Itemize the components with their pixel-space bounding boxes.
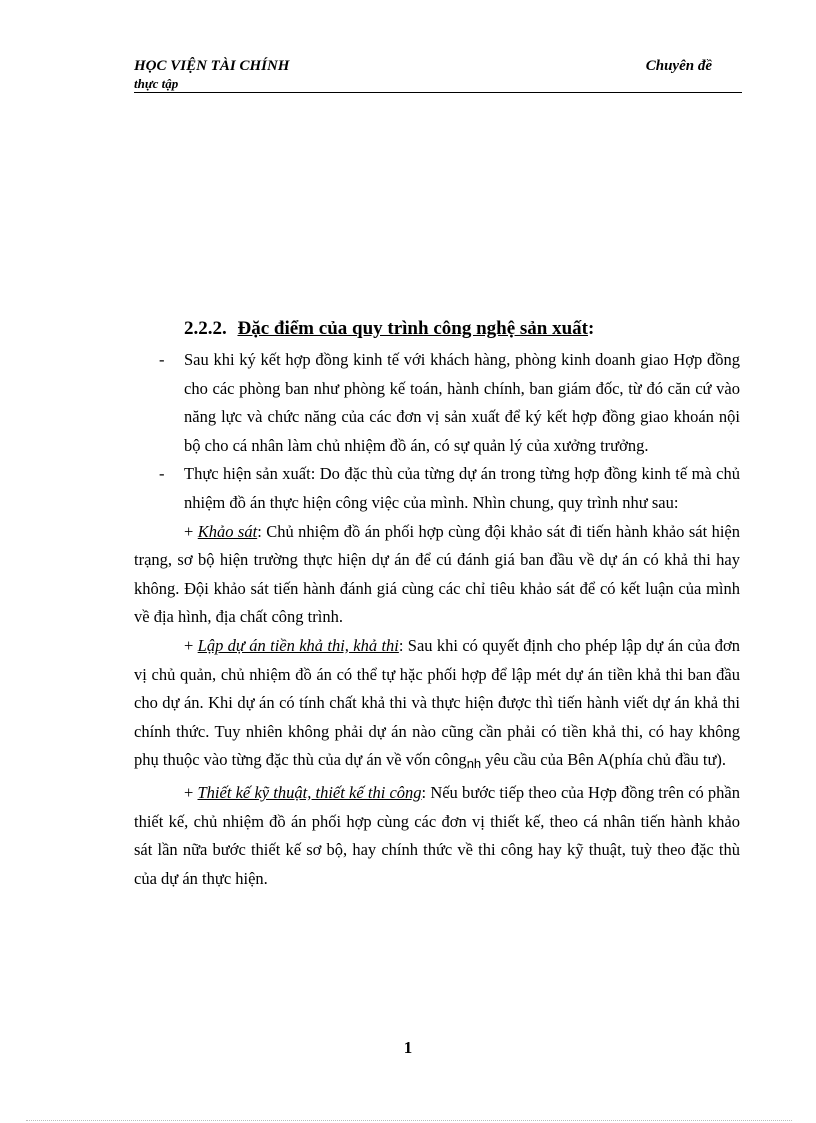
paragraph-prefix: + (184, 521, 198, 541)
section-heading (184, 314, 740, 344)
paragraph-text: : Nếu bước tiếp theo của Hợp đồng trên có phần thiết kế, chủ nhiệm đồ án phối hợp cùng các đơn vị thiết kế, theo cá nhân tiến hành khảo sát lần nữa bước thiết kế sơ bộ, hay chính thức về thi công hay kỹ thuật, tuỳ theo đặc thù của dự án thực hiện. (134, 782, 740, 888)
header-report-type-continued: thực tập (134, 76, 179, 91)
section-title-colon: : (588, 318, 595, 339)
paragraph-design (134, 779, 740, 893)
paragraph-label: Khảo sát (197, 521, 258, 541)
paragraph-feasibility (134, 632, 740, 779)
bullet-dash: - (159, 350, 165, 369)
header-row (134, 58, 742, 78)
bullet-item (134, 346, 740, 460)
page-header (134, 58, 742, 93)
paragraph-prefix: + (184, 635, 198, 655)
paragraph-survey (134, 518, 740, 632)
section-title: Đặc điểm của quy trình công nghệ sản xuất (237, 318, 588, 339)
paragraph-tail: yêu cầu của Bên A(phía chủ đầu tư). (481, 750, 727, 770)
paragraph-text: : Sau khi có quyết định cho phép lập dự án của đơn vị chủ quản, chủ nhiệm đồ án có thể tự hặc phối hợp để lập mét dự án tiền khả thi ban đầu cho dự án. Khi dự án có tính chất khả thi và thực hiện được thì tiến hành viết dự án khả thi chính thức. Tuy nhiên không phải dự án nào cũng cần phải có tiền khả thi, có hay không phụ thuộc vào từng đặc thù của dự án về vốn công (134, 635, 740, 770)
paragraph-label: Thiết kế kỹ thuật, thiết kế thi công (197, 782, 422, 802)
bullet-item (134, 460, 740, 517)
header-subline (134, 78, 742, 93)
bullet-text: Sau khi ký kết hợp đồng kinh tế với khách hàng, phòng kinh doanh giao Hợp đồng cho các phòng ban như phòng kế toán, hành chính, ban giám đốc, từ đó căn cứ vào năng lực và chức năng của các đơn vị sản xuất để ký kết hợp đồng giao khoán nội bộ cho cá nhân làm chủ nhiệm đồ án, có sự quản lý của xưởng trưởng. (184, 350, 740, 455)
paragraph-overlay-text: nh (466, 756, 482, 772)
paragraph-prefix: + (184, 782, 198, 802)
header-institution: HỌC VIỆN TÀI CHÍNH (134, 58, 290, 74)
section-number: 2.2.2. (184, 318, 227, 339)
paragraph-text: : Chủ nhiệm đồ án phối hợp cùng đội khảo sát đi tiến hành khảo sát hiện trạng, sơ bộ hiện trường thực hiện dự án để cú đánh giá ban đầu về dự án có khả thi hay không. Đội khảo sát tiến hành đánh giá cùng các chỉ tiêu khảo sát để có kết luận của mình về địa hình, địa chất công trình. (134, 521, 741, 627)
bullet-text: Thực hiện sản xuất: Do đặc thù của từng dự án trong từng hợp đồng kinh tế mà chủ nhiệm đồ án thực hiện công việc của mình. Nhìn chung, quy trình như sau: (184, 464, 740, 512)
page-bottom-divider (26, 1120, 792, 1121)
header-report-type: Chuyên đề (645, 58, 712, 74)
page-number: 1 (403, 1038, 413, 1057)
document-body (134, 314, 740, 893)
bullet-dash: - (159, 464, 165, 484)
paragraph-label: Lập dự án tiền khả thi, khả thi (197, 635, 399, 655)
